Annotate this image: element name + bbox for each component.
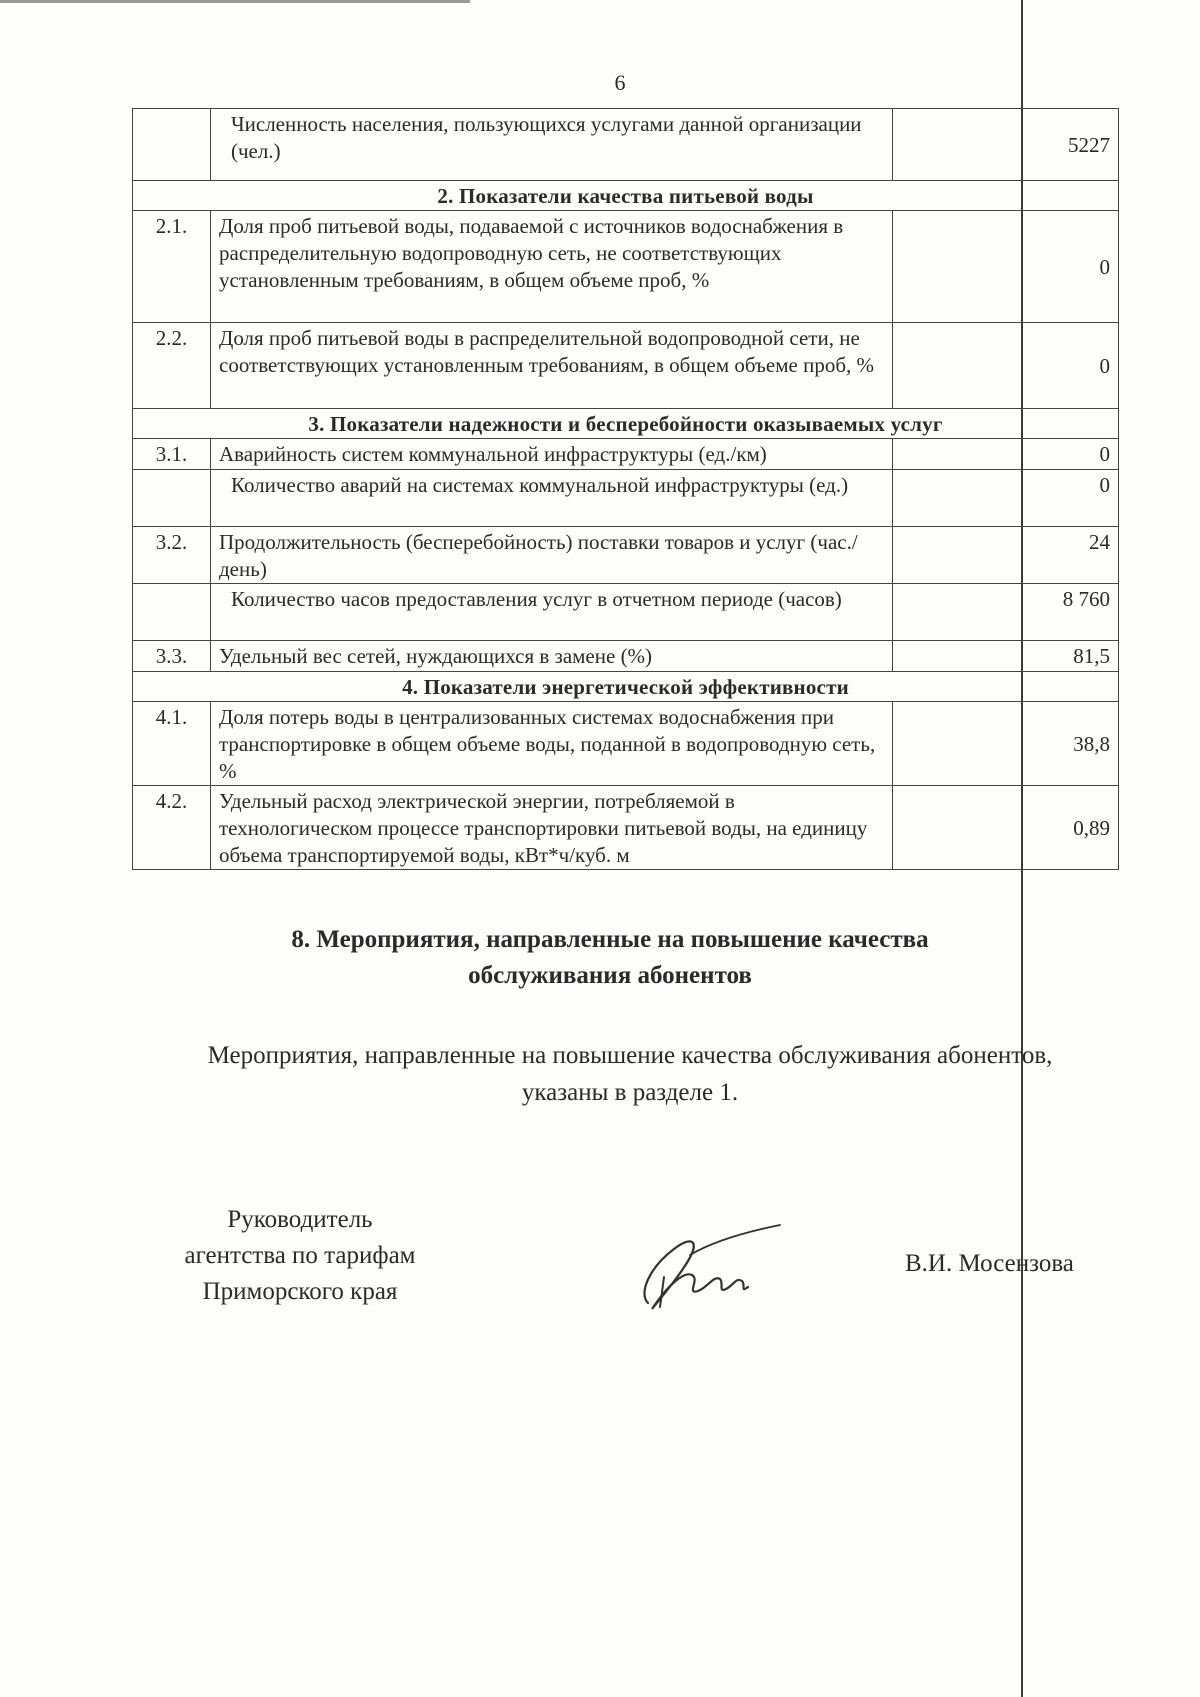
row-number [133,584,211,641]
table-row [133,323,1119,409]
row-description: Количество аварий на системах коммунальной инфраструктуры (ед.) [211,470,893,527]
row-number [133,109,211,181]
table-row [133,527,1119,584]
table-row [133,211,1119,323]
row-value: 0 [893,323,1119,409]
row-value: 0,89 [893,786,1119,870]
section-title: 2. Показатели качества питьевой воды [133,181,1119,211]
row-value: 24 [893,527,1119,584]
scan-edge-top [0,0,470,3]
row-description: Удельный вес сетей, нуждающихся в замене (%) [211,641,893,672]
row-description: Количество часов предоставления услуг в отчетном периоде (часов) [211,584,893,641]
row-description: Продолжительность (бесперебойность) поставки товаров и услуг (час./день) [211,527,893,584]
row-number: 3.1. [133,439,211,470]
row-number: 3.2. [133,527,211,584]
row-value: 0 [893,439,1119,470]
row-value: 81,5 [893,641,1119,672]
section-title: 4. Показатели энергетической эффективности [133,672,1119,702]
row-number: 2.1. [133,211,211,323]
section-header-row [133,181,1119,211]
section-header-row [133,409,1119,439]
row-value: 8 760 [893,584,1119,641]
section-header-row [133,672,1119,702]
signer-position-line: агентства по тарифам [184,1242,416,1269]
section-8-title-line: обслуживания абонентов [468,962,752,989]
row-description: Удельный расход электрической энергии, потребляемой в технологическом процессе транспортировки питьевой воды, на единицу объема транспортируемой воды, кВт*ч/куб. м [211,786,893,870]
row-number [133,470,211,527]
handwritten-signature [630,1215,800,1325]
row-description: Доля потерь воды в централизованных системах водоснабжения при транспортировке в общем объеме воды, поданной в водопроводную сеть, % [211,702,893,786]
row-description: Доля проб питьевой воды, подаваемой с источников водоснабжения в распределительную водопроводную сеть, не соответствующих установленным требованиям, в общем объеме проб, % [211,211,893,323]
section-8-body-line: Мероприятия, направленные на повышение качества обслуживания абонентов, [207,1042,1053,1069]
table-row [133,109,1119,181]
section-8-title [200,922,1020,994]
section-title: 3. Показатели надежности и бесперебойности оказываемых услуг [133,409,1119,439]
row-number: 4.1. [133,702,211,786]
row-number: 2.2. [133,323,211,409]
row-description: Доля проб питьевой воды в распределительной водопроводной сети, не соответствующих установленным требованиям, в общем объеме проб, % [211,323,893,409]
signer-position [150,1202,450,1310]
section-8-body-line: указаны в разделе 1. [521,1079,739,1106]
signer-position-line: Руководитель [227,1206,373,1233]
section-8-title-line: 8. Мероприятия, направленные на повышение качества [291,926,929,953]
row-number: 3.3. [133,641,211,672]
table-row [133,584,1119,641]
table-row [133,641,1119,672]
table-row [133,470,1119,527]
row-value: 38,8 [893,702,1119,786]
row-value: 0 [893,211,1119,323]
row-value: 0 [893,470,1119,527]
row-number: 4.2. [133,786,211,870]
table-row [133,439,1119,470]
indicators-table [132,108,1119,870]
row-description: Численность населения, пользующихся услугами данной организации (чел.) [211,109,893,181]
signer-position-line: Приморского края [202,1278,398,1305]
section-8-body [140,1037,1120,1111]
table-row [133,702,1119,786]
table-row [133,786,1119,870]
row-description: Аварийность систем коммунальной инфраструктуры (ед./км) [211,439,893,470]
signer-name: В.И. Мосензова [905,1250,1074,1277]
page-number: 6 [614,70,626,95]
row-value: 5227 [893,109,1119,181]
